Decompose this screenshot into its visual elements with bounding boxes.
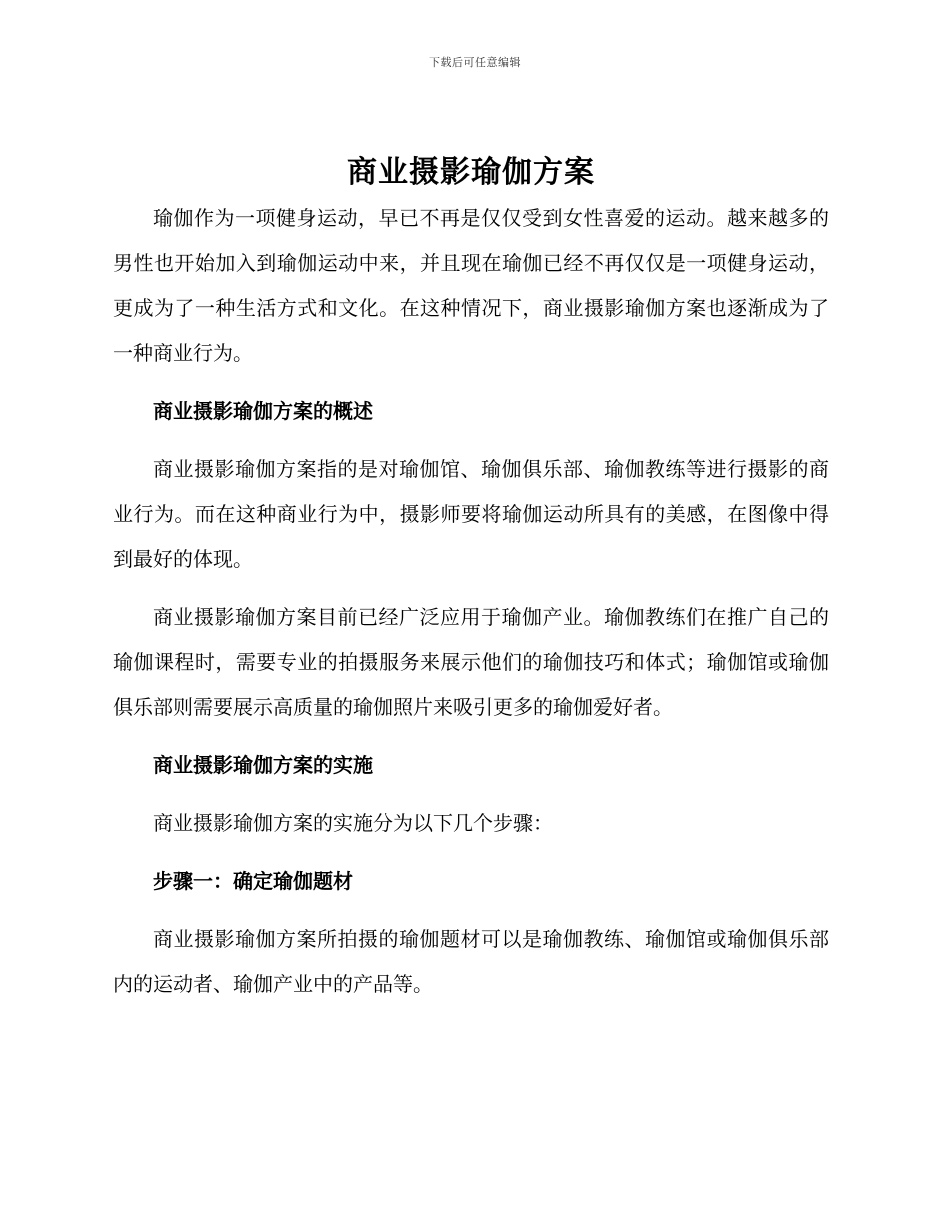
section-overview-heading: 商业摄影瑜伽方案的概述 [153, 399, 373, 423]
page-header-note: 下载后可任意编辑 [429, 56, 521, 69]
intro-paragraph: 瑜伽作为一项健身运动，早已不再是仅仅受到女性喜爱的运动。越来越多的男性也开始加入到瑜伽运动中来，并且现在瑜伽已经不再仅仅是一项健身运动，更成为了一种生活方式和文化。在这种情况下，商业摄影瑜伽方案也逐渐成为了一种商业行为。 [113, 206, 829, 365]
implementation-paragraph: 商业摄影瑜伽方案的实施分为以下几个步骤： [153, 811, 553, 835]
step-one-heading: 步骤一：确定瑜伽题材 [153, 869, 353, 893]
overview-paragraph-2: 商业摄影瑜伽方案目前已经广泛应用于瑜伽产业。瑜伽教练们在推广自己的瑜伽课程时，需要专业的拍摄服务来展示他们的瑜伽技巧和体式；瑜伽馆或瑜伽俱乐部则需要展示高质量的瑜伽照片来吸引更多的瑜伽爱好者。 [113, 605, 829, 719]
section-implementation-heading: 商业摄影瑜伽方案的实施 [153, 753, 373, 777]
step-one-paragraph: 商业摄影瑜伽方案所拍摄的瑜伽题材可以是瑜伽教练、瑜伽馆或瑜伽俱乐部内的运动者、瑜伽产业中的产品等。 [113, 927, 829, 996]
overview-paragraph-1: 商业摄影瑜伽方案指的是对瑜伽馆、瑜伽俱乐部、瑜伽教练等进行摄影的商业行为。而在这种商业行为中，摄影师要将瑜伽运动所具有的美感，在图像中得到最好的体现。 [113, 457, 829, 571]
document-body [113, 150, 829, 1007]
document-title: 商业摄影瑜伽方案 [347, 155, 595, 190]
